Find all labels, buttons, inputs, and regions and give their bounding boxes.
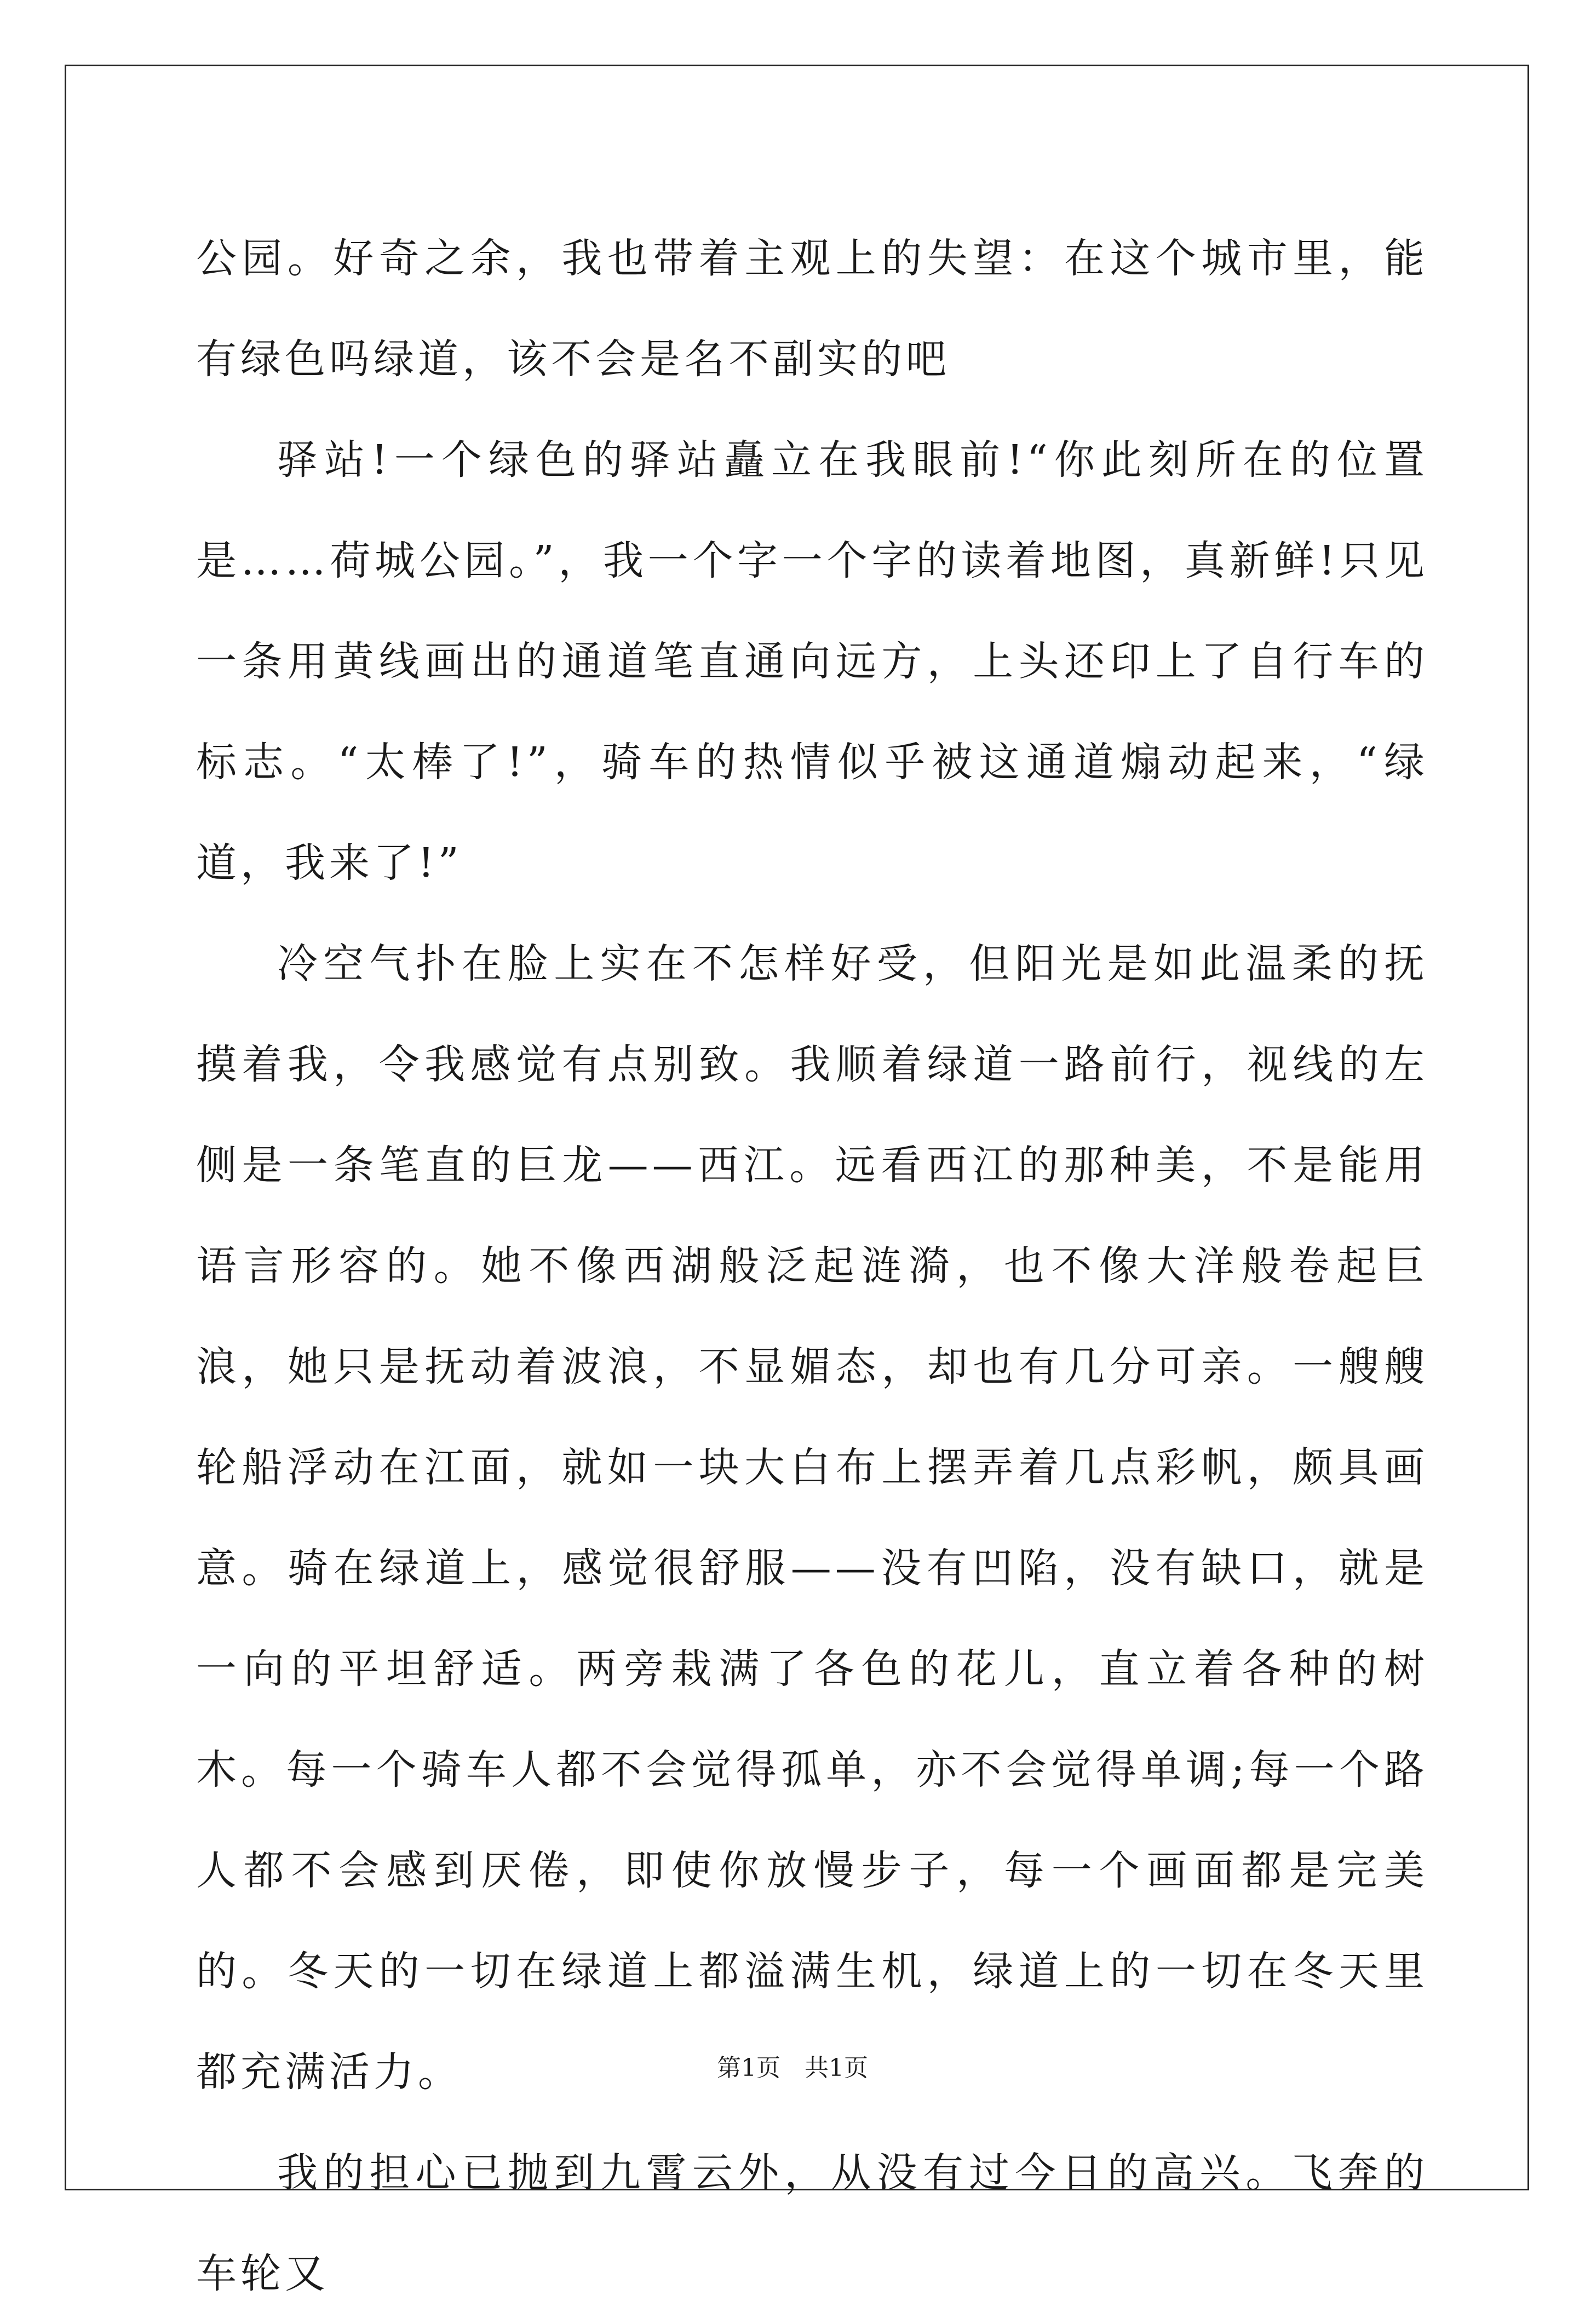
paragraph-2: 驿站!一个绿色的驿站矗立在我眼前!“你此刻所在的位置是……荷城公园。”，我一个字一个字的读着地图，真新鲜!只见一条用黄线画出的通道笔直通向远方，上头还印上了自行车的标志。“太棒了!”，骑车的热情似乎被这通道煽动起来，“绿道，我来了!” <box>196 436 1428 887</box>
paragraph-4: 我的担心已抛到九霄云外，从没有过今日的高兴。飞奔的车轮又 <box>196 2149 1428 2297</box>
page-number-footer: 第1页 共1页 <box>717 2054 868 2082</box>
paragraph-3: 冷空气扑在脸上实在不怎样好受，但阳光是如此温柔的抚摸着我，令我感觉有点别致。我顺着绿道一路前行，视线的左侧是一条笔直的巨龙——西江。远看西江的那种美，不是能用语言形容的。她不像西湖般泛起涟漪，也不像大洋般卷起巨浪，她只是抚动着波浪，不显媚态，却也有几分可亲。一艘艘轮船浮动在江面，就如一块大白布上摆弄着几点彩帆，颇具画意。骑在绿道上，感觉很舒服——没有凹陷，没有缺口，就是一向的平坦舒适。两旁栽满了各色的花儿，直立着各种的树木。每一个骑车人都不会觉得孤单，亦不会觉得单调;每一个路人都不会感到厌倦，即使你放慢步子，每一个画面都是完美的。冬天的一切在绿道上都溢满生机，绿道上的一切在冬天里都充满活力。 <box>196 940 1428 2096</box>
paragraph-1: 公园。好奇之余，我也带着主观上的失望：在这个城市里，能有绿色吗绿道，该不会是名不副实的吧 <box>196 235 1428 383</box>
document-body <box>196 208 1428 2324</box>
